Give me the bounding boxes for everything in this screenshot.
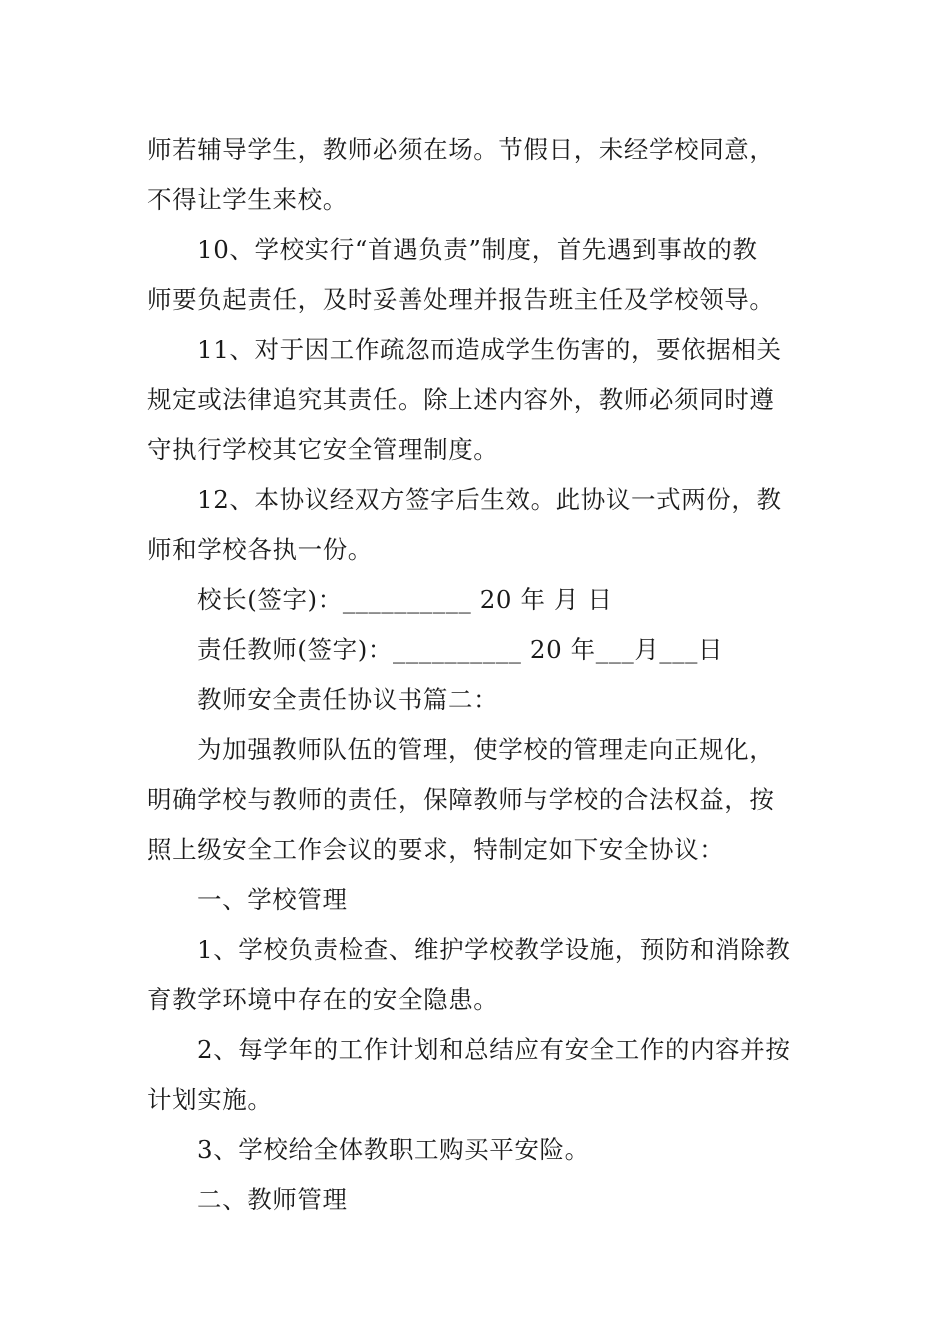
clause-12-line-1: 12、本协议经双方签字后生效。此协议一式两份，教: [197, 485, 782, 514]
heading-teacher-management: 二、教师管理: [197, 1185, 348, 1214]
clause-12-line-2: 师和学校各执一份。: [147, 535, 373, 564]
principal-signature-line: 校长(签字)：__________ 20 年 月 日: [197, 585, 613, 614]
text-line-1: 师若辅导学生，教师必须在场。节假日，未经学校同意，: [147, 135, 775, 164]
item-1-line-2: 育教学环境中存在的安全隐患。: [147, 985, 499, 1014]
item-1-line-1: 1、学校负责检查、维护学校教学设施，预防和消除教: [197, 935, 791, 964]
intro-line-1: 为加强教师队伍的管理，使学校的管理走向正规化，: [197, 735, 775, 764]
clause-10-line-2: 师要负起责任，及时妥善处理并报告班主任及学校领导。: [147, 285, 775, 314]
clause-11-line-2: 规定或法律追究其责任。除上述内容外，教师必须同时遵: [147, 385, 775, 414]
intro-line-3: 照上级安全工作会议的要求，特制定如下安全协议：: [147, 835, 725, 864]
clause-11-line-1: 11、对于因工作疏忽而造成学生伤害的，要依据相关: [197, 335, 782, 364]
text-line-2: 不得让学生来校。: [147, 185, 348, 214]
clause-11-line-3: 守执行学校其它安全管理制度。: [147, 435, 499, 464]
intro-line-2: 明确学校与教师的责任，保障教师与学校的合法权益，按: [147, 785, 775, 814]
clause-10-line-1: 10、学校实行“首遇负责”制度，首先遇到事故的教: [197, 235, 758, 264]
section-two-title: 教师安全责任协议书篇二：: [197, 685, 499, 714]
item-2-line-1: 2、每学年的工作计划和总结应有安全工作的内容并按: [197, 1035, 791, 1064]
teacher-signature-line: 责任教师(签字)：__________ 20 年___月___日: [197, 635, 724, 664]
heading-school-management: 一、学校管理: [197, 885, 348, 914]
item-2-line-2: 计划实施。: [147, 1085, 273, 1114]
item-3-line: 3、学校给全体教职工购买平安险。: [197, 1135, 590, 1164]
